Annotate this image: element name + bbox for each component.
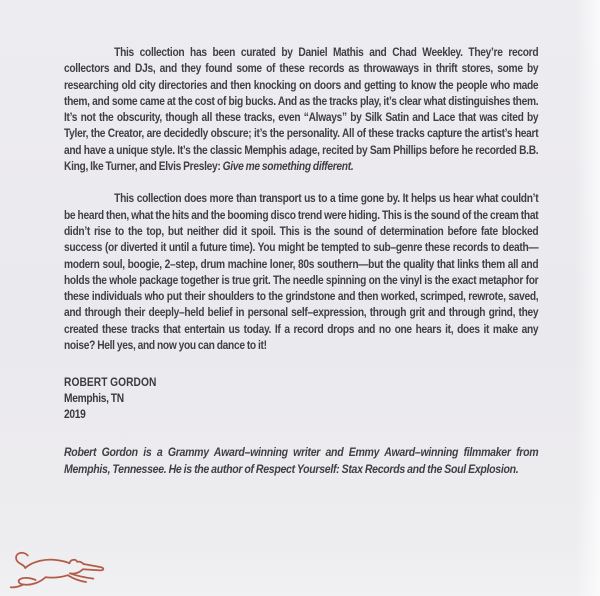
- author-location: Memphis, TN: [64, 390, 124, 405]
- true-grit-paragraph: This collection does more than transport us to a time gone by. It helps us hear what couldn’t be heard then, what the hits and the booming disco trend were hiding. This is the sound of the cream that didn’t rise to the top, but neither did it spoil. This is the sound of determination before fate blocked success (or diverted it until a future time). You might be tempted to sub–genre these records to death—modern soul, boogie, 2–step, drum machine loner, 80s southern—but the quality that links them all and holds the whole package together is true grit. The needle spinning on the vinyl is the exact metaphor for these individuals who put their shoulders to the grindstone and then worked, scrimped, rewrote, saved, and through their deeply–held belief in personal self–expression, through grit and through grind, they created these tracks that entertain us today. If a record drops and no one hears it, does it make any noise? Hell yes, and now you can dance to it!: [64, 191, 539, 353]
- curators-paragraph-text: This collection has been curated by Daniel Mathis and Chad Weekley. They’re record collectors and DJs, and they found some of these records as throwaways in thrift stores, some by researching old city directories and then knocking on doors and getting to know the people who made them, and some came at the cost of big bucks. And as the tracks play, it’s clear what distinguishes them. It’s not the obscurity, though all these tracks, even “Always” by Silk Satin and Lace that was cited by Tyler, the Creator, are decidedly obscure; it’s the personality. All of these tracks capture the artist’s heart and have a unique style. It’s the classic Memphis adage, recited by Sam Phillips before he recorded B.B. King, Ike Turner, and Elvis Presley:: [64, 45, 539, 174]
- author-year: 2019: [64, 406, 86, 421]
- curators-paragraph: [64, 44, 538, 174]
- text-column: [64, 44, 538, 478]
- memphis-adage-quote: Give me something different.: [222, 159, 354, 174]
- running-dog-icon: [6, 548, 110, 592]
- signature-block: [64, 375, 538, 422]
- author-bio: Robert Gordon is a Grammy Award–winning writer and Emmy Award–winning filmmaker from Memphis, Tennessee. He is the author of Respect Yourself: Stax Records and the Soul Explosion.: [64, 445, 539, 477]
- author-name: ROBERT GORDON: [64, 375, 157, 390]
